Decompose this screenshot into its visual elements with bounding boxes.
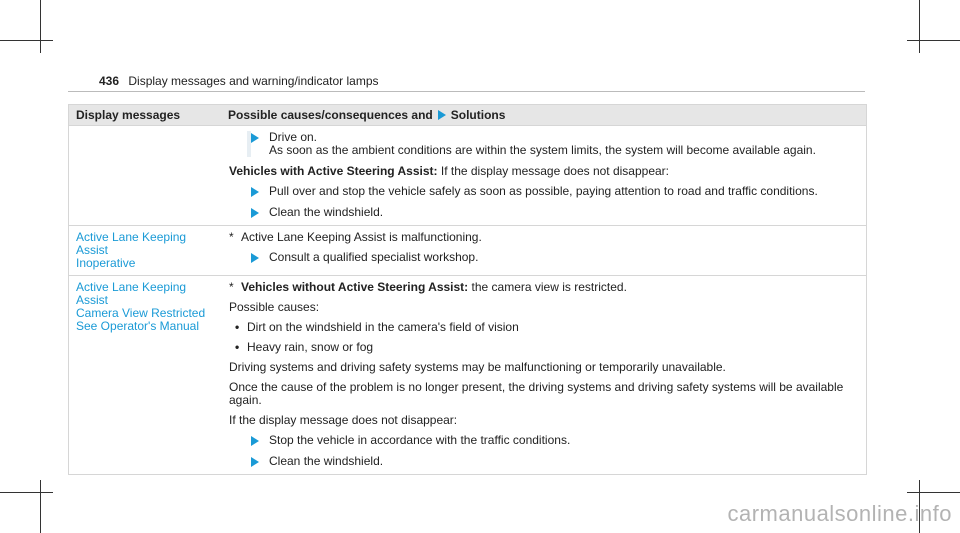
crop-mark bbox=[0, 40, 53, 41]
header-divider bbox=[68, 91, 865, 92]
bullet-icon: • bbox=[235, 340, 240, 354]
play-arrow-icon bbox=[251, 133, 259, 143]
play-arrow-icon bbox=[438, 110, 446, 120]
table-header bbox=[69, 105, 866, 125]
cause-text: Active Lane Keeping Assist is malfunctioning. bbox=[241, 230, 482, 244]
step-text: Clean the windshield. bbox=[269, 454, 384, 468]
vehicles-text: the camera view is restricted. bbox=[468, 280, 627, 294]
message-cell bbox=[69, 226, 221, 275]
message-cell bbox=[69, 276, 221, 474]
messages-table bbox=[68, 104, 867, 475]
paragraph: Driving systems and driving safety systems may be malfunctioning or temporarily unavailable. bbox=[229, 360, 726, 374]
step-text: Clean the windshield. bbox=[269, 205, 384, 219]
col-header-suffix: Solutions bbox=[450, 108, 506, 122]
crop-mark bbox=[907, 40, 960, 41]
play-arrow-icon bbox=[251, 253, 259, 263]
crop-mark bbox=[907, 492, 960, 493]
crop-mark bbox=[40, 0, 41, 53]
col-header-messages: Display messages bbox=[76, 108, 181, 122]
page-title: Display messages and warning/indicator lamps bbox=[128, 74, 379, 88]
watermark: carmanualsonline.info bbox=[727, 501, 952, 526]
optional-marker: * bbox=[229, 230, 234, 244]
paragraph: If the display message does not disappear: bbox=[229, 413, 458, 427]
solution-step bbox=[251, 455, 860, 468]
page-number: 436 bbox=[99, 74, 120, 88]
solution-step bbox=[247, 131, 860, 157]
crop-mark bbox=[919, 0, 920, 53]
solution-step bbox=[251, 434, 860, 447]
bullet-text: Heavy rain, snow or fog bbox=[247, 340, 374, 354]
vehicles-label: Vehicles with Active Steering Assist: bbox=[229, 164, 438, 178]
paragraph: Once the cause of the problem is no longer present, the driving systems and driving safety systems will be available again. bbox=[229, 380, 844, 407]
solution-cell bbox=[221, 126, 866, 225]
message-cell bbox=[69, 126, 221, 225]
bullet-text: Dirt on the windshield in the camera's field of vision bbox=[247, 320, 519, 334]
list-item bbox=[235, 321, 860, 334]
message-line: Active Lane Keeping Assist bbox=[76, 280, 187, 307]
crop-mark bbox=[40, 480, 41, 533]
solution-step bbox=[251, 206, 860, 219]
solution-cell bbox=[221, 226, 866, 275]
table-row bbox=[69, 125, 866, 225]
solution-step bbox=[251, 251, 860, 264]
message-line: See Operator's Manual bbox=[76, 319, 200, 333]
vehicles-text: If the display message does not disappear: bbox=[437, 164, 670, 178]
crop-mark bbox=[0, 492, 53, 493]
table-row bbox=[69, 275, 866, 474]
play-arrow-icon bbox=[251, 436, 259, 446]
message-line: Inoperative bbox=[76, 256, 136, 270]
possible-causes-label: Possible causes: bbox=[229, 300, 320, 314]
step-title: Drive on. bbox=[269, 130, 318, 144]
play-arrow-icon bbox=[251, 208, 259, 218]
step-text: Consult a qualified specialist workshop. bbox=[269, 250, 479, 264]
solution-cell bbox=[221, 276, 866, 474]
solution-step bbox=[251, 185, 860, 198]
message-line: Active Lane Keeping Assist bbox=[76, 230, 187, 257]
optional-marker: * bbox=[229, 280, 234, 294]
vehicles-label: Vehicles without Active Steering Assist: bbox=[241, 280, 469, 294]
step-text: Pull over and stop the vehicle safely as soon as possible, paying attention to road and traffic conditions. bbox=[269, 184, 818, 198]
col-header-prefix: Possible causes/consequences and bbox=[228, 108, 433, 122]
play-arrow-icon bbox=[251, 457, 259, 467]
message-line: Camera View Restricted bbox=[76, 306, 206, 320]
bullet-icon: • bbox=[235, 320, 240, 334]
play-arrow-icon bbox=[251, 187, 259, 197]
list-item bbox=[235, 341, 860, 354]
col-header-solutions bbox=[221, 108, 505, 122]
page-header bbox=[99, 74, 379, 88]
table-row bbox=[69, 225, 866, 275]
step-text: Stop the vehicle in accordance with the traffic conditions. bbox=[269, 433, 571, 447]
step-text: As soon as the ambient conditions are within the system limits, the system will become available again. bbox=[269, 143, 816, 157]
